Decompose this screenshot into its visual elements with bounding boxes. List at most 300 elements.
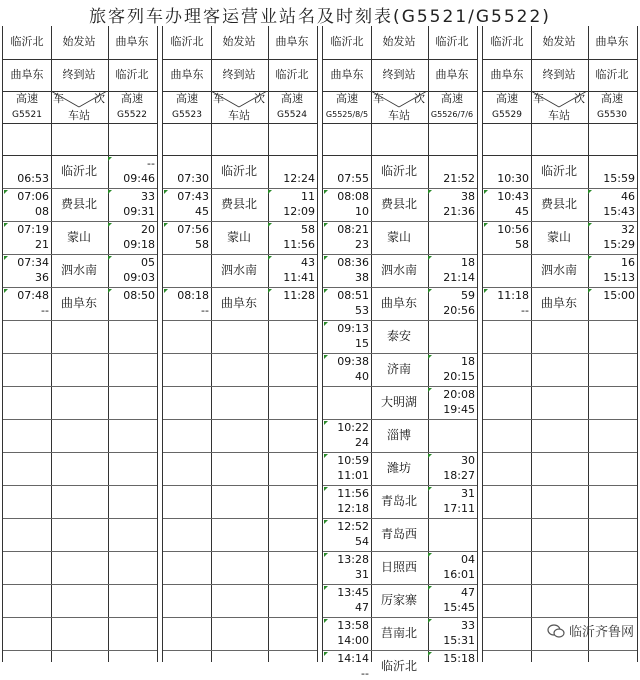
arrive-time-left: 10:22	[337, 421, 369, 434]
cell-marker	[164, 223, 168, 227]
header-diagonal	[211, 91, 267, 123]
type-right: 高速	[281, 92, 303, 105]
depart-time-left: 14:00	[337, 634, 369, 647]
depart-time-right: 15:13	[603, 271, 635, 284]
depart-time-right: 09:46	[123, 172, 155, 185]
times-label: 次	[574, 92, 585, 105]
row-divider	[163, 320, 317, 321]
train-right: G5524	[277, 110, 307, 120]
row-divider	[483, 650, 637, 651]
type-right: 高速	[121, 92, 143, 105]
origin-left: 临沂北	[330, 35, 364, 48]
arrive-time-left: 08:18	[177, 289, 209, 302]
cell-marker	[588, 190, 592, 194]
depart-time-left: 47	[355, 601, 369, 614]
row-divider	[3, 254, 157, 255]
row-divider	[323, 617, 477, 618]
row-divider	[3, 221, 157, 222]
depart-time-right: 21:36	[443, 205, 475, 218]
depart-time-right: 15:31	[443, 634, 475, 647]
arrive-time-left: 12:52	[337, 520, 369, 533]
train-right: G5530	[597, 110, 627, 120]
row-divider	[483, 59, 637, 60]
type-right: 高速	[441, 92, 463, 105]
depart-time-right: 17:11	[443, 502, 475, 515]
type-left: 高速	[16, 92, 38, 105]
station-name: 蒙山	[386, 230, 411, 244]
depart-time-right: 20:15	[443, 370, 475, 383]
terminal-label: 终到站	[222, 68, 256, 81]
station-name: 大明湖	[380, 395, 417, 409]
row-divider	[323, 584, 477, 585]
station-name: 曲阜东	[380, 296, 417, 310]
arrive-time-left: 13:58	[337, 619, 369, 632]
station-name: 厉家寨	[380, 593, 417, 607]
train-left: G5521	[12, 110, 42, 120]
depart-time-left: 15	[355, 337, 369, 350]
timetable-panel	[322, 26, 478, 680]
station-name: 日照西	[380, 560, 417, 574]
cell-marker	[484, 223, 488, 227]
arrive-time-right: 33	[141, 190, 155, 203]
station-name: 临沂北	[380, 164, 417, 178]
train-left: G5525/8/5	[325, 110, 369, 119]
depart-time-right: 09:31	[123, 205, 155, 218]
origin-right: 曲阜东	[115, 35, 149, 48]
row-divider	[323, 155, 477, 156]
row-divider	[483, 584, 637, 585]
station-name: 济南	[386, 362, 411, 376]
origin-label: 始发站	[382, 35, 416, 48]
row-divider	[323, 59, 477, 60]
page-title: 旅客列车办理客运营业站名及时刻表(G5521/G5522)	[89, 7, 551, 27]
row-divider	[323, 123, 477, 124]
cell-marker	[108, 256, 112, 260]
cell-marker	[108, 157, 112, 161]
arrive-time-right: 30	[461, 454, 475, 467]
depart-time-left: 07:30	[177, 172, 209, 185]
terminal-left: 曲阜东	[330, 68, 364, 81]
cell-marker	[324, 652, 328, 656]
terminal-left: 曲阜东	[170, 68, 204, 81]
row-divider	[483, 155, 637, 156]
row-divider	[3, 287, 157, 288]
arrive-time-left: 13:28	[337, 553, 369, 566]
row-divider	[3, 419, 157, 420]
row-divider	[323, 188, 477, 189]
station-name: 曲阜东	[540, 296, 577, 310]
cell-marker	[268, 190, 272, 194]
arrive-time-left: 07:48	[17, 289, 49, 302]
station-name: 青岛西	[380, 527, 417, 541]
row-divider	[483, 485, 637, 486]
station-name: 费县北	[380, 197, 417, 211]
terminal-right: 临沂北	[275, 68, 309, 81]
row-divider	[163, 155, 317, 156]
depart-time-right: 09:18	[123, 238, 155, 251]
arrive-time-left: 08:08	[337, 190, 369, 203]
terminal-right: 曲阜东	[435, 68, 469, 81]
row-divider	[483, 254, 637, 255]
arrive-time-right: 16	[621, 256, 635, 269]
row-divider	[483, 353, 637, 354]
car-label: 车	[213, 92, 224, 105]
arrive-time-left: 07:43	[177, 190, 209, 203]
station-name: 费县北	[540, 197, 577, 211]
arrive-time-right: 33	[461, 619, 475, 632]
depart-time-left: 10	[355, 205, 369, 218]
train-right: G5526/7/6	[430, 110, 474, 119]
times-label: 次	[94, 92, 105, 105]
type-left: 高速	[176, 92, 198, 105]
cell-marker	[588, 256, 592, 260]
station-label: 车站	[68, 109, 90, 122]
depart-time-left: 53	[355, 304, 369, 317]
station-name: 费县北	[60, 197, 97, 211]
depart-time-left: --	[361, 667, 369, 680]
depart-time-right: 12:24	[283, 172, 315, 185]
terminal-right: 临沂北	[115, 68, 149, 81]
station-name: 临沂北	[60, 164, 97, 178]
depart-time-left: 11:01	[337, 469, 369, 482]
terminal-right: 临沂北	[595, 68, 629, 81]
terminal-left: 曲阜东	[10, 68, 44, 81]
cell-marker	[268, 289, 272, 293]
depart-time-right: 16:01	[443, 568, 475, 581]
station-label: 车站	[388, 109, 410, 122]
arrive-time-left: 07:56	[177, 223, 209, 236]
arrive-time-left: 09:13	[337, 322, 369, 335]
origin-right: 曲阜东	[275, 35, 309, 48]
terminal-label: 终到站	[62, 68, 96, 81]
cell-marker	[324, 520, 328, 524]
depart-time-left: 36	[35, 271, 49, 284]
row-divider	[3, 320, 157, 321]
header-diagonal	[531, 91, 587, 123]
depart-time-right: 20:56	[443, 304, 475, 317]
watermark	[547, 621, 634, 640]
arrive-time-right: 31	[461, 487, 475, 500]
arrive-time-right: 18	[461, 355, 475, 368]
depart-time-left: 58	[515, 238, 529, 251]
cell-marker	[324, 223, 328, 227]
cell-marker	[108, 223, 112, 227]
station-name: 临沂北	[380, 659, 417, 673]
timetable-panel	[2, 26, 158, 662]
arrive-time-right: --	[147, 157, 155, 170]
row-divider	[3, 353, 157, 354]
arrive-time-right: 38	[461, 190, 475, 203]
arrive-time-left: 07:19	[17, 223, 49, 236]
origin-label: 始发站	[222, 35, 256, 48]
row-divider	[483, 452, 637, 453]
depart-time-left: 06:53	[17, 172, 49, 185]
row-divider	[163, 353, 317, 354]
row-divider	[483, 123, 637, 124]
depart-time-right: 12:09	[283, 205, 315, 218]
arrive-time-left: 07:34	[17, 256, 49, 269]
depart-time-right: 21:52	[443, 172, 475, 185]
depart-time-right: 15:45	[443, 601, 475, 614]
row-divider	[323, 221, 477, 222]
origin-right: 曲阜东	[595, 35, 629, 48]
station-name: 莒南北	[380, 626, 417, 640]
row-divider	[323, 650, 477, 651]
terminal-left: 曲阜东	[490, 68, 524, 81]
row-divider	[163, 123, 317, 124]
type-left: 高速	[496, 92, 518, 105]
row-divider	[483, 386, 637, 387]
arrive-time-right: 05	[141, 256, 155, 269]
cell-marker	[428, 586, 432, 590]
depart-time-left: --	[521, 304, 529, 317]
station-name: 泗水南	[380, 263, 417, 277]
depart-time-right: 18:27	[443, 469, 475, 482]
arrive-time-left: 10:59	[337, 454, 369, 467]
station-name: 蒙山	[226, 230, 251, 244]
cell-marker	[428, 355, 432, 359]
row-divider	[3, 452, 157, 453]
depart-time-right: 15:43	[603, 205, 635, 218]
terminal-label: 终到站	[542, 68, 576, 81]
row-divider	[323, 485, 477, 486]
cell-marker	[4, 256, 8, 260]
header-diagonal	[371, 91, 427, 123]
row-divider	[3, 551, 157, 552]
depart-time-left: 10:30	[497, 172, 529, 185]
station-name: 蒙山	[546, 230, 571, 244]
origin-left: 临沂北	[170, 35, 204, 48]
origin-label: 始发站	[542, 35, 576, 48]
row-divider	[163, 551, 317, 552]
depart-time-left: 23	[355, 238, 369, 251]
row-divider	[3, 584, 157, 585]
cell-marker	[4, 223, 8, 227]
row-divider	[3, 518, 157, 519]
origin-right: 临沂北	[435, 35, 469, 48]
cell-marker	[324, 487, 328, 491]
station-name: 曲阜东	[60, 296, 97, 310]
arrive-time-left: 11:56	[337, 487, 369, 500]
row-divider	[483, 188, 637, 189]
cell-marker	[324, 322, 328, 326]
arrive-time-left: 10:43	[497, 190, 529, 203]
row-divider	[163, 221, 317, 222]
row-divider	[323, 551, 477, 552]
terminal-label: 终到站	[382, 68, 416, 81]
row-divider	[3, 386, 157, 387]
arrive-time-left: 08:51	[337, 289, 369, 302]
row-divider	[163, 287, 317, 288]
row-divider	[3, 59, 157, 60]
arrive-time-right: 15:18	[443, 652, 475, 665]
station-name: 潍坊	[386, 461, 411, 475]
train-right: G5522	[117, 110, 147, 120]
cell-marker	[164, 289, 168, 293]
depart-time-right: 09:03	[123, 271, 155, 284]
depart-time-left: 12:18	[337, 502, 369, 515]
row-divider	[483, 551, 637, 552]
origin-label: 始发站	[62, 35, 96, 48]
station-name: 泗水南	[220, 263, 257, 277]
car-label: 车	[53, 92, 64, 105]
times-label: 次	[414, 92, 425, 105]
cell-marker	[484, 190, 488, 194]
cell-marker	[324, 619, 328, 623]
row-divider	[163, 485, 317, 486]
cell-marker	[324, 256, 328, 260]
train-left: G5529	[492, 110, 522, 120]
depart-time-left: 58	[195, 238, 209, 251]
station-name: 曲阜东	[220, 296, 257, 310]
train-left: G5523	[172, 110, 202, 120]
row-divider	[163, 386, 317, 387]
arrive-time-right: 20:08	[443, 388, 475, 401]
row-divider	[3, 188, 157, 189]
row-divider	[163, 59, 317, 60]
row-divider	[163, 452, 317, 453]
cell-marker	[428, 652, 432, 656]
row-divider	[3, 617, 157, 618]
cell-marker	[428, 553, 432, 557]
cell-marker	[428, 454, 432, 458]
cell-marker	[484, 289, 488, 293]
cell-marker	[268, 256, 272, 260]
cell-marker	[588, 223, 592, 227]
cell-marker	[108, 289, 112, 293]
type-left: 高速	[336, 92, 358, 105]
row-divider	[163, 518, 317, 519]
row-divider	[163, 617, 317, 618]
arrive-time-right: 15:00	[603, 289, 635, 302]
depart-time-right: 11:56	[283, 238, 315, 251]
row-divider	[483, 617, 637, 618]
row-divider	[163, 188, 317, 189]
depart-time-left: 07:55	[337, 172, 369, 185]
depart-time-left: 45	[195, 205, 209, 218]
arrive-time-right: 11:28	[283, 289, 315, 302]
row-divider	[163, 419, 317, 420]
row-divider	[3, 650, 157, 651]
station-name: 临沂北	[540, 164, 577, 178]
arrive-time-right: 32	[621, 223, 635, 236]
depart-time-left: --	[41, 304, 49, 317]
row-divider	[323, 419, 477, 420]
station-name: 费县北	[220, 197, 257, 211]
arrive-time-right: 58	[301, 223, 315, 236]
arrive-time-left: 14:14	[337, 652, 369, 665]
row-divider	[323, 518, 477, 519]
arrive-time-left: 11:18	[497, 289, 529, 302]
cell-marker	[324, 190, 328, 194]
depart-time-left: 40	[355, 370, 369, 383]
depart-time-right: 21:14	[443, 271, 475, 284]
cell-marker	[324, 454, 328, 458]
arrive-time-left: 09:38	[337, 355, 369, 368]
arrive-time-right: 47	[461, 586, 475, 599]
station-label: 车站	[228, 109, 250, 122]
depart-time-right: 15:29	[603, 238, 635, 251]
row-divider	[3, 123, 157, 124]
arrive-time-right: 11	[301, 190, 315, 203]
station-name: 泰安	[386, 329, 411, 343]
arrive-time-left: 08:36	[337, 256, 369, 269]
cell-marker	[428, 388, 432, 392]
depart-time-left: 08	[35, 205, 49, 218]
arrive-time-left: 10:56	[497, 223, 529, 236]
cell-marker	[324, 421, 328, 425]
timetable-panel	[162, 26, 318, 662]
row-divider	[483, 221, 637, 222]
row-divider	[323, 287, 477, 288]
cell-marker	[428, 289, 432, 293]
arrive-time-right: 18	[461, 256, 475, 269]
cell-marker	[324, 355, 328, 359]
wechat-icon	[547, 624, 565, 638]
cell-marker	[268, 223, 272, 227]
cell-marker	[428, 190, 432, 194]
depart-time-right: 15:59	[603, 172, 635, 185]
cell-marker	[4, 190, 8, 194]
cell-marker	[108, 190, 112, 194]
cell-marker	[324, 586, 328, 590]
station-name: 泗水南	[60, 263, 97, 277]
row-divider	[323, 452, 477, 453]
arrive-time-left: 08:21	[337, 223, 369, 236]
arrive-time-right: 08:50	[123, 289, 155, 302]
row-divider	[323, 320, 477, 321]
station-name: 泗水南	[540, 263, 577, 277]
type-right: 高速	[601, 92, 623, 105]
station-name: 淄博	[386, 428, 411, 442]
depart-time-right: 11:41	[283, 271, 315, 284]
station-label: 车站	[548, 109, 570, 122]
row-divider	[3, 485, 157, 486]
depart-time-left: 38	[355, 271, 369, 284]
depart-time-left: 45	[515, 205, 529, 218]
timetable-panel	[482, 26, 638, 662]
depart-time-left: 31	[355, 568, 369, 581]
station-name: 青岛北	[380, 494, 417, 508]
depart-time-left: 54	[355, 535, 369, 548]
arrive-time-right: 59	[461, 289, 475, 302]
cell-marker	[588, 289, 592, 293]
cell-marker	[428, 256, 432, 260]
arrive-time-right: 20	[141, 223, 155, 236]
row-divider	[323, 254, 477, 255]
station-name: 蒙山	[66, 230, 91, 244]
watermark-text: 临沂齐鲁网	[568, 625, 634, 640]
arrive-time-right: 04	[461, 553, 475, 566]
arrive-time-right: 43	[301, 256, 315, 269]
cell-marker	[164, 190, 168, 194]
arrive-time-left: 13:45	[337, 586, 369, 599]
row-divider	[323, 353, 477, 354]
row-divider	[163, 254, 317, 255]
arrive-time-right: 46	[621, 190, 635, 203]
row-divider	[163, 584, 317, 585]
origin-left: 临沂北	[490, 35, 524, 48]
row-divider	[3, 155, 157, 156]
depart-time-left: --	[201, 304, 209, 317]
row-divider	[483, 419, 637, 420]
origin-left: 临沂北	[10, 35, 44, 48]
row-divider	[323, 386, 477, 387]
depart-time-right: 19:45	[443, 403, 475, 416]
row-divider	[483, 320, 637, 321]
depart-time-left: 21	[35, 238, 49, 251]
cell-marker	[324, 553, 328, 557]
